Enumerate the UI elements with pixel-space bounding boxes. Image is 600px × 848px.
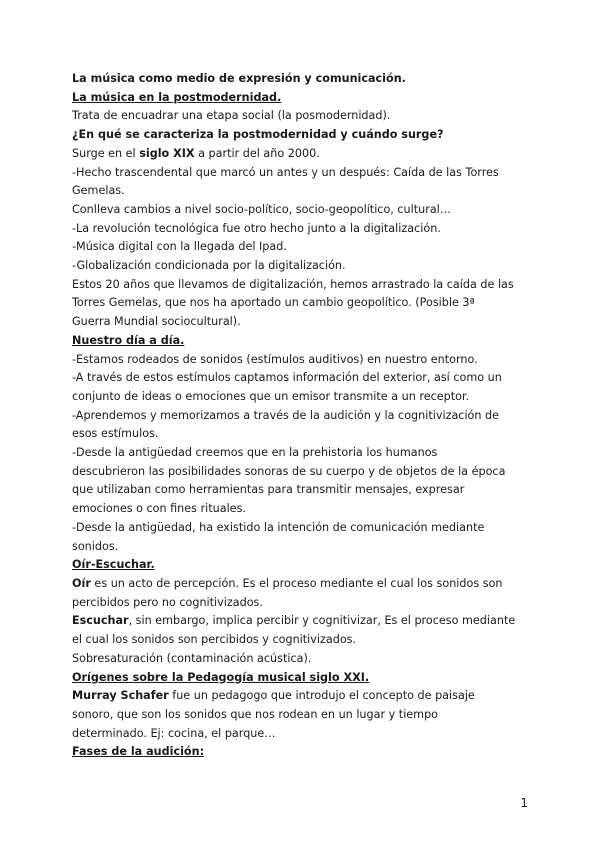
paragraph-line: Guerra Mundial sociocultural). xyxy=(72,315,241,329)
paragraph-line: -Globalización condicionada por la digitalización. xyxy=(72,259,346,273)
paragraph-line: percibidos pero no cognitivizados. xyxy=(72,595,263,609)
paragraph-line: conjunto de ideas o emociones que un emisor transmite a un receptor. xyxy=(72,389,470,403)
paragraph-line: -A través de estos estímulos captamos información del exterior, así como un xyxy=(72,371,502,385)
section-heading-oir-escuchar: Oír-Escuchar. xyxy=(72,558,155,572)
paragraph-line: que utilizaban como herramientas para transmitir mensajes, expresar xyxy=(72,483,465,497)
paragraph-line: esos estímulos. xyxy=(72,427,159,441)
paragraph-line: -Estamos rodeados de sonidos (estímulos auditivos) en nuestro entorno. xyxy=(72,352,478,366)
bold-term: Oír xyxy=(72,576,91,590)
paragraph-line: Trata de encuadrar una etapa social (la posmodernidad). xyxy=(72,109,391,123)
section-heading-fases: Fases de la audición: xyxy=(72,745,205,759)
paragraph-line: Murray Schafer fue un pedagogo que introdujo el concepto de paisaje xyxy=(72,689,475,703)
paragraph-line: -La revolución tecnológica fue otro hecho junto a la digitalización. xyxy=(72,221,441,235)
paragraph-line: -Música digital con la llegada del Ipad. xyxy=(72,240,287,254)
page-number: 1 xyxy=(520,796,528,810)
document-page xyxy=(72,70,544,762)
section-heading-postmodernidad: La música en la postmodernidad. xyxy=(72,90,282,104)
paragraph-line: sonoro, que son los sonidos que nos rodean en un lugar y tiempo xyxy=(72,707,439,721)
paragraph-line: sonidos. xyxy=(72,539,119,553)
bold-term: siglo XIX xyxy=(139,146,195,160)
paragraph-line: Conlleva cambios a nivel socio-político, socio-geopolítico, cultural… xyxy=(72,202,451,216)
paragraph-line: Oír es un acto de percepción. Es el proceso mediante el cual los sonidos son xyxy=(72,576,503,590)
paragraph-line: Torres Gemelas, que nos ha aportado un cambio geopolítico. (Posible 3ª xyxy=(72,296,475,310)
paragraph-line: emociones o con fines rituales. xyxy=(72,502,246,516)
paragraph-line: -Desde la antigüedad, ha existido la intención de comunicación mediante xyxy=(72,520,485,534)
paragraph-line: Escuchar, sin embargo, implica percibir y cognitivizar, Es el proceso mediante xyxy=(72,614,516,628)
paragraph-line: determinado. Ej: cocina, el parque… xyxy=(72,726,276,740)
question-heading: ¿En qué se caracteriza la postmodernidad y cuándo surge? xyxy=(72,128,444,142)
paragraph-line: Estos 20 años que llevamos de digitalización, hemos arrastrado la caída de las xyxy=(72,277,514,291)
paragraph-line: Gemelas. xyxy=(72,184,125,198)
paragraph-line: -Desde la antigüedad creemos que en la prehistoria los humanos xyxy=(72,446,438,460)
bold-term: Escuchar xyxy=(72,614,129,628)
section-heading-origenes: Orígenes sobre la Pedagogía musical siglo XXI. xyxy=(72,670,370,684)
paragraph-line: el cual los sonidos son percibidos y cognitivizados. xyxy=(72,633,357,647)
paragraph-line: Surge en el siglo XIX a partir del año 2000. xyxy=(72,146,320,160)
paragraph-line: -Aprendemos y memorizamos a través de la audición y la cognitivización de xyxy=(72,408,500,422)
paragraph-line: descubrieron las posibilidades sonoras de su cuerpo y de objetos de la época xyxy=(72,464,506,478)
paragraph-line: -Hecho trascendental que marcó un antes y un después: Caída de las Torres xyxy=(72,165,499,179)
bold-term: Murray Schafer xyxy=(72,689,169,703)
section-heading-dia-a-dia: Nuestro día a día. xyxy=(72,333,185,347)
paragraph-line: Sobresaturación (contaminación acústica). xyxy=(72,651,312,665)
document-title: La música como medio de expresión y comunicación. xyxy=(72,72,406,85)
